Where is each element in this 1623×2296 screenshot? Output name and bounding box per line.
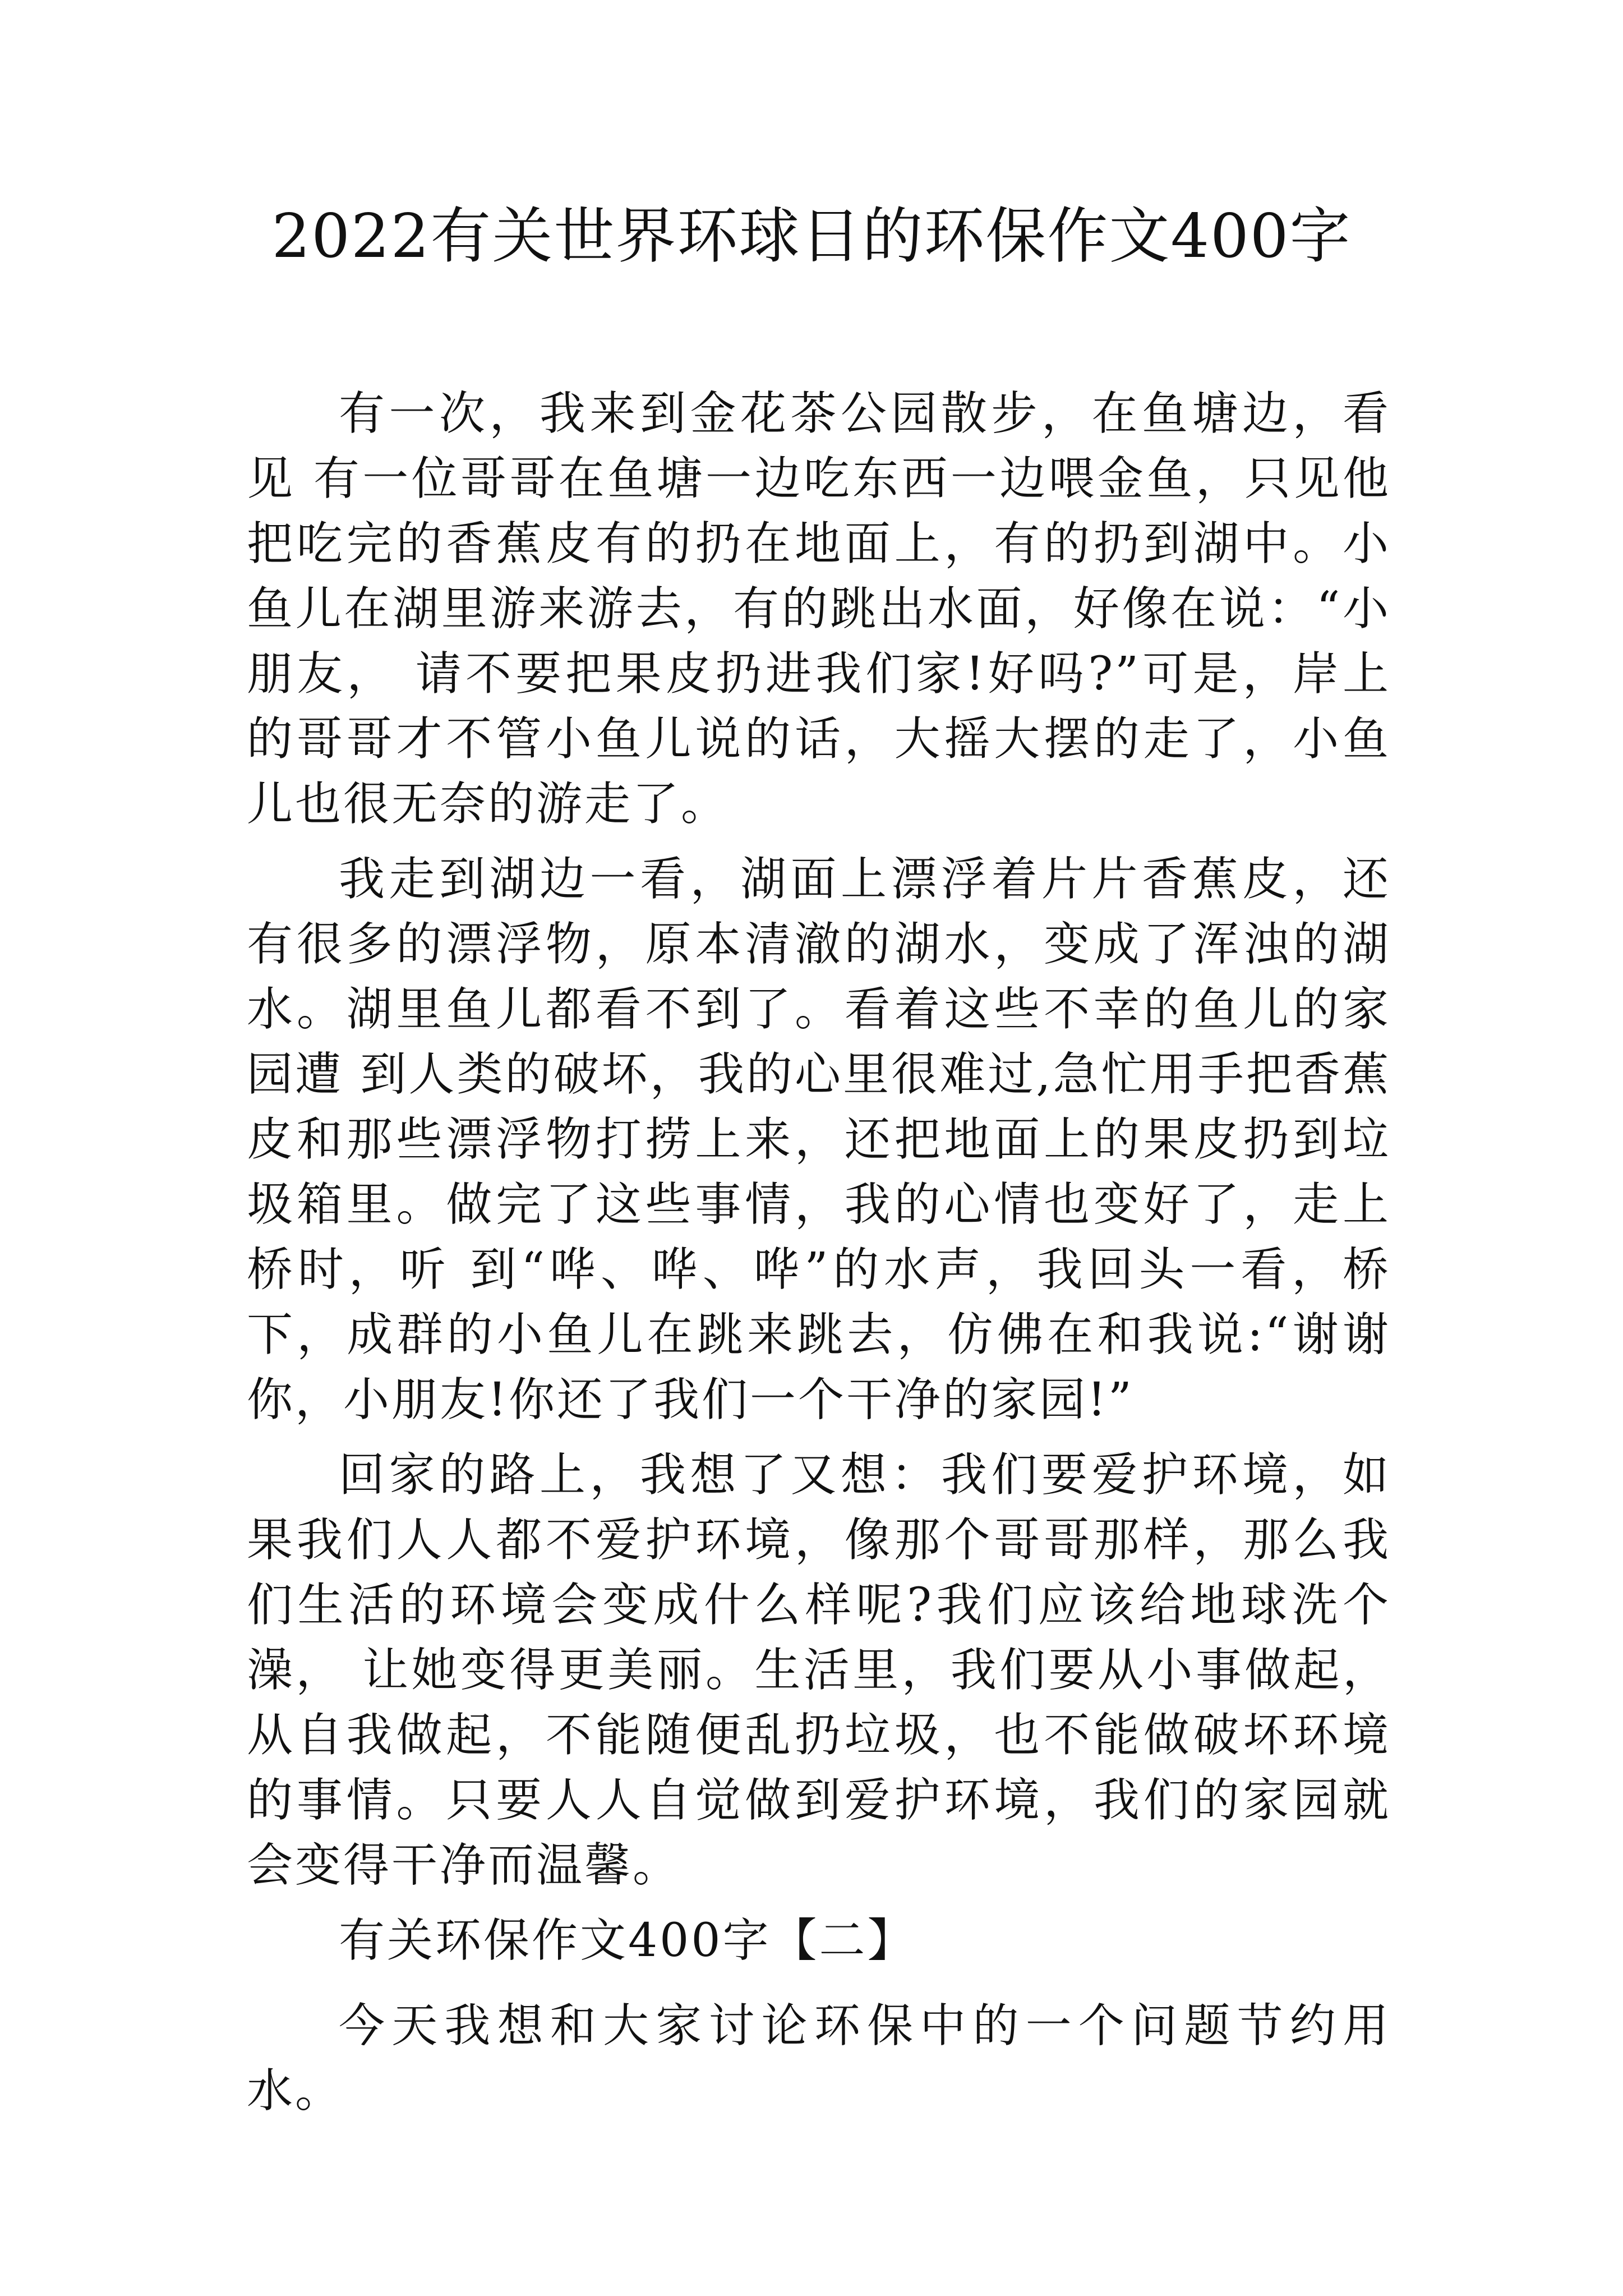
section-heading: 有关环保作文400字【二】 xyxy=(339,1914,916,1967)
paragraph-4: 今天我想和大家讨论环保中的一个问题节约用水。 xyxy=(247,1999,1391,2118)
paragraph-3: 回家的路上，我想了又想：我们要爱护环境，如果我们人人都不爱护环境，像那个哥哥那样，那么我们生活的环境会变成什么样呢?我们应该给地球洗个澡， 让她变得更美丽。生活里，我们要从小事做起，从自我做起，不能随便乱扔垃圾，也不能做破坏环境的事情。只要人人自觉做到爱护环境，我们的家园就会变得干净而温馨。 xyxy=(247,1448,1391,1892)
paragraph-1: 有一次，我来到金花茶公园散步，在鱼塘边，看见 有一位哥哥在鱼塘一边吃东西一边喂金鱼，只见他把吃完的香蕉皮有的扔在地面上，有的扔到湖中。小鱼儿在湖里游来游去，有的跳出水面，好像在说：“小朋友， 请不要把果皮扔进我们家!好吗?”可是，岸上的哥哥才不管小鱼儿说的话，大摇大摆的走了，小鱼儿也很无奈的游走了。 xyxy=(247,387,1391,831)
document-body xyxy=(247,381,1391,2134)
document-title: 2022有关世界环球日的环保作文400字 xyxy=(271,201,1352,272)
paragraph-2: 我走到湖边一看，湖面上漂浮着片片香蕉皮，还有很多的漂浮物，原本清澈的湖水，变成了浑浊的湖水。湖里鱼儿都看不到了。看着这些不幸的鱼儿的家园遭 到人类的破坏，我的心里很难过,急忙用手把香蕉皮和那些漂浮物打捞上来，还把地面上的果皮扔到垃圾箱里。做完了这些事情，我的心情也变好了，走上桥时，听 到“哗、哗、哗”的水声，我回头一看，桥下，成群的小鱼儿在跳来跳去，仿佛在和我说:“谢谢你，小朋友!你还了我们一个干净的家园!” xyxy=(247,853,1391,1427)
